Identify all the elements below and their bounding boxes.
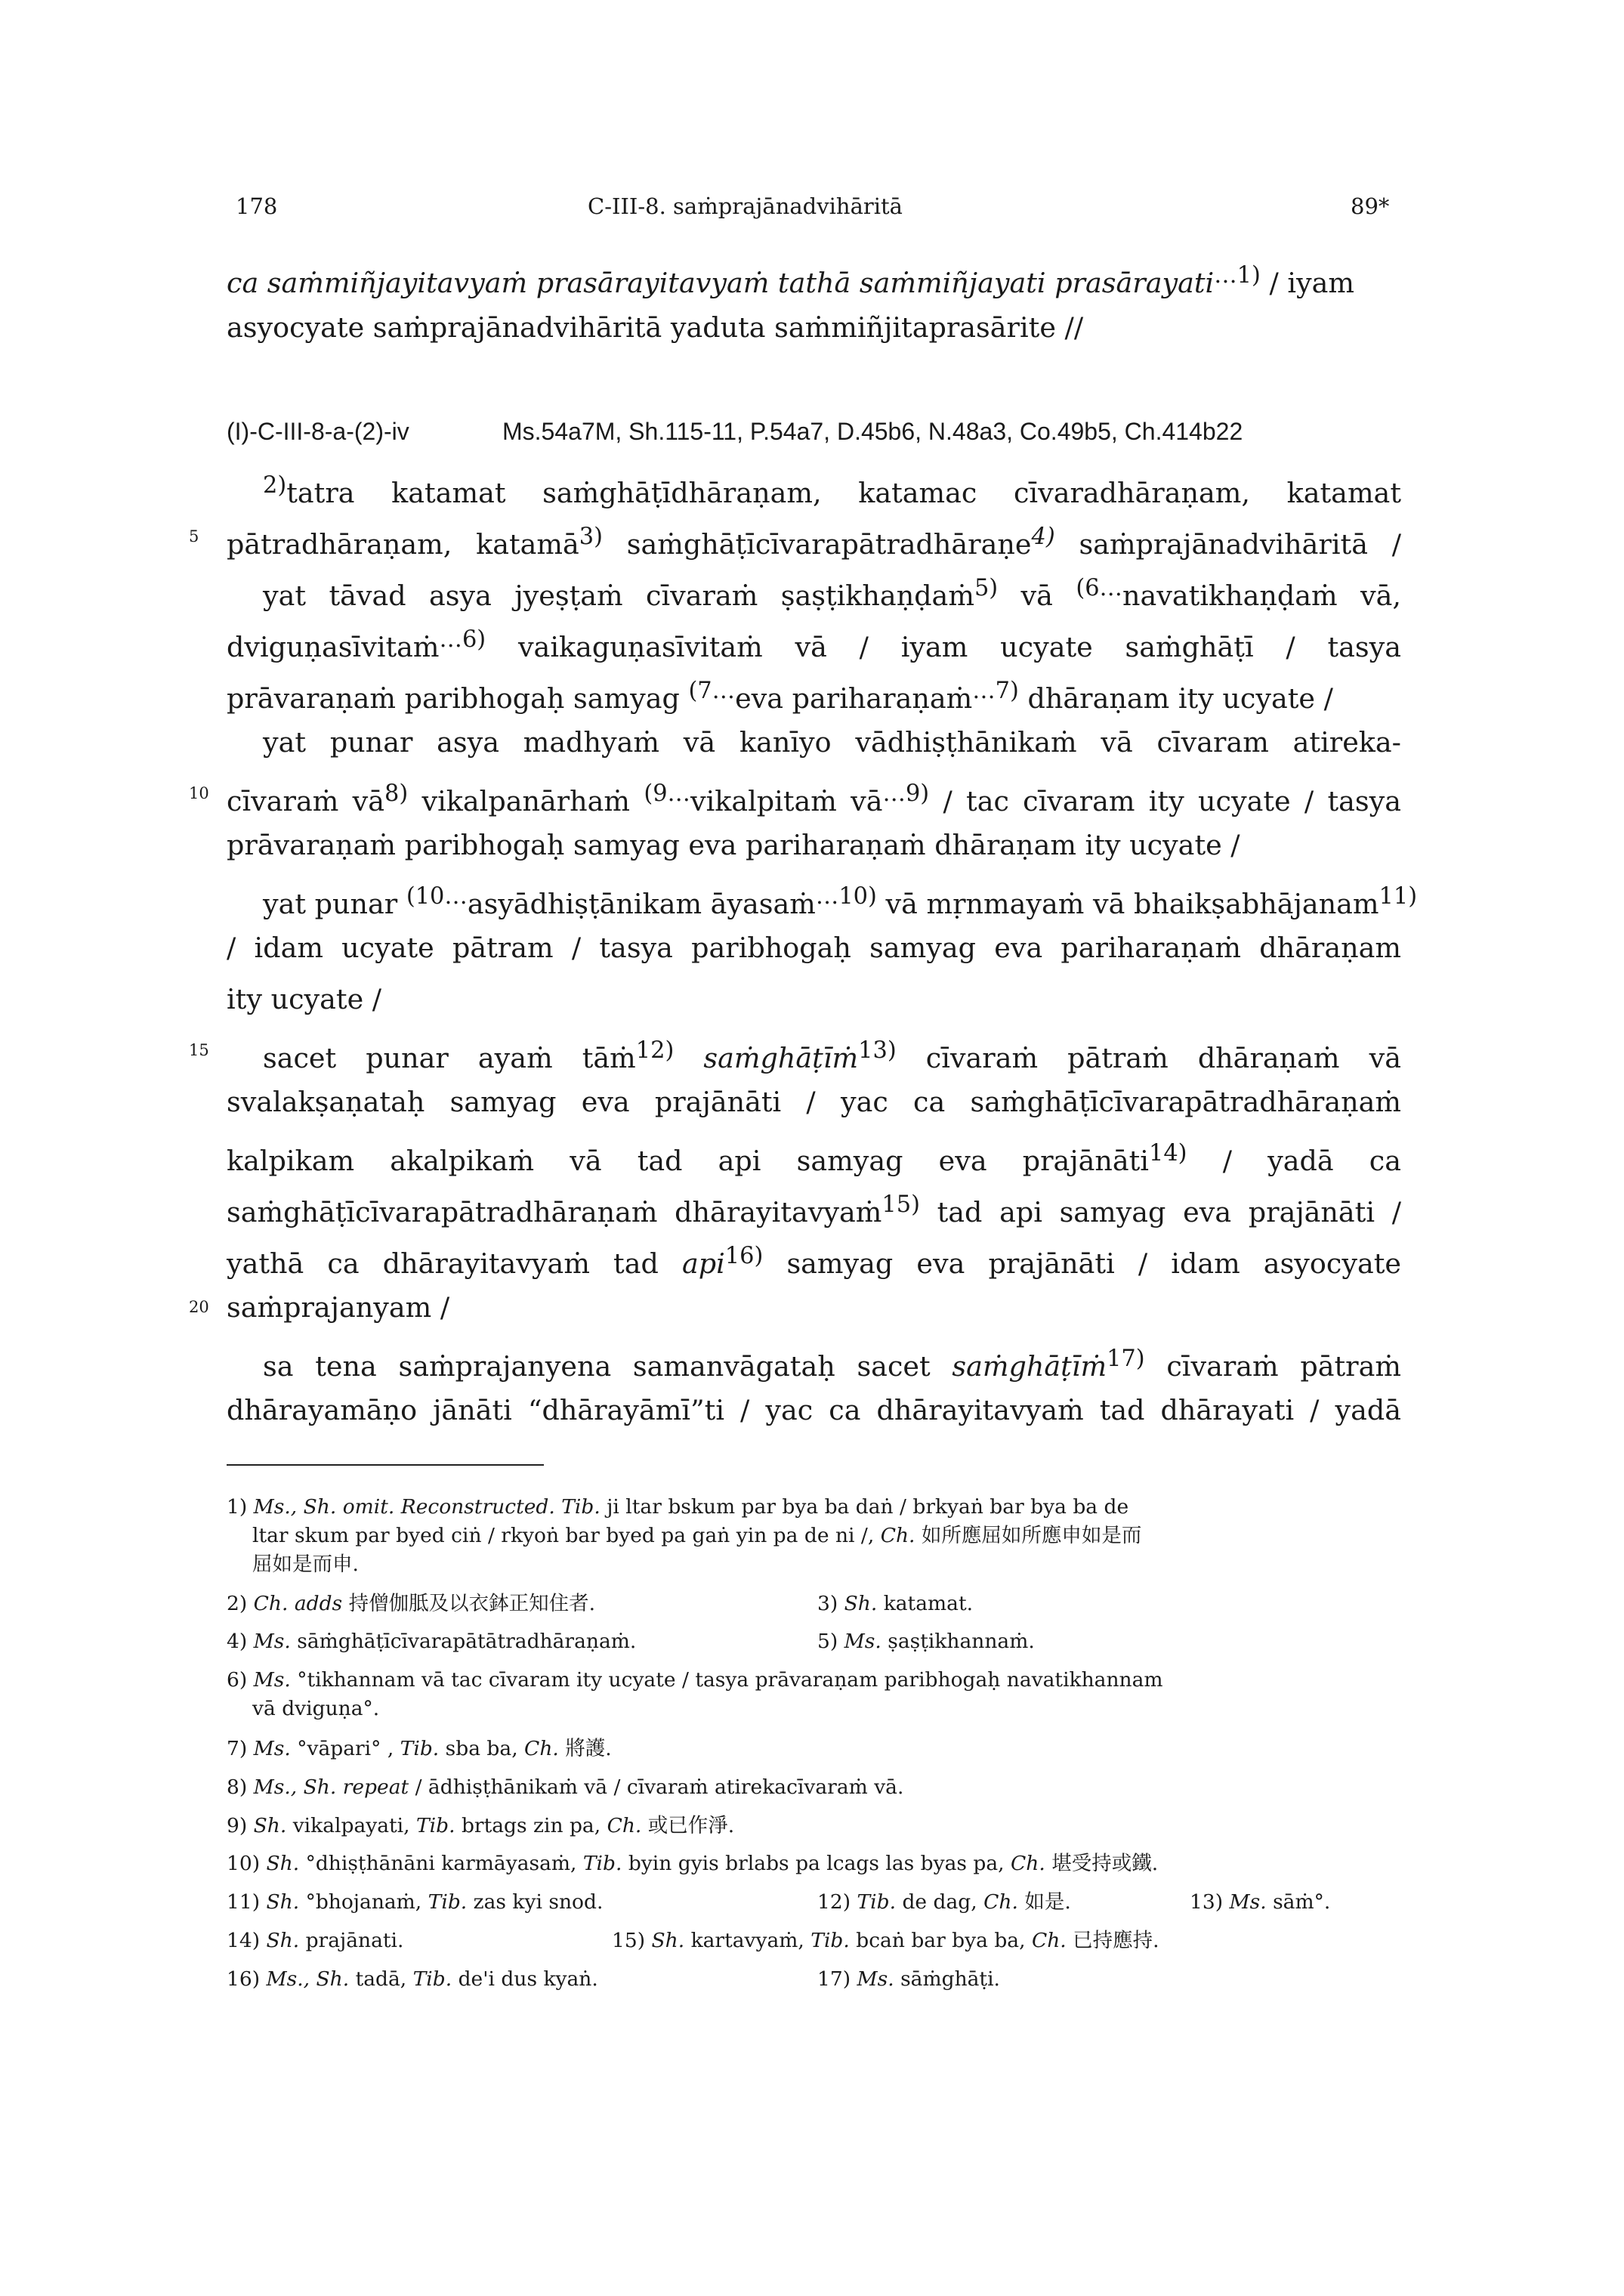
footnote-17: 17) Ms. sāṁghāṭi. [817,1967,1000,1991]
text-fragment: vā mṛnmayaṁ vā bhaikṣabhājanam [876,888,1379,921]
text-fragment: saṁprajānadvihāritā / [1054,528,1402,561]
fn-sigla: Ch. [880,1524,915,1547]
text-fragment: saṁprajanyam / [227,1291,450,1324]
footnote-5: 5) Ms. ṣaṣṭikhannaṁ. [817,1630,1035,1653]
footnote-ref: …1) [1214,262,1261,289]
section-id: (I)-C-III-8-a-(2)-iv [227,418,409,445]
text-fragment: vikalpitaṁ vā [690,785,883,818]
text-line: / idam ucyate pātram / tasya paribhogaḥ samyag eva pariharaṇaṁ dhāraṇam [227,932,1401,964]
footnote-15: 15) Sh. kartavyaṁ, Tib. bcaṅ bar bya ba, Ch. 已持應持. [612,1929,1159,1952]
text-line: yat punar asya madhyaṁ vā kanīyo vādhiṣṭhānikaṁ vā cīvaram atireka- [263,726,1401,759]
text-fragment: vaikaguṇasīvitaṁ vā / iyam ucyate saṁghāṭī / tasya [486,631,1401,664]
text-fragment: vā [998,579,1076,613]
text-fragment: yat punar [263,888,406,921]
italic-phrase: saṁghāṭīṁ [952,1350,1107,1383]
text-fragment: yat tāvad asya jyeṣṭaṁ cīvaraṁ ṣaṣṭikhaṇḍaṁ [263,579,974,613]
footnote-ref: 2) [263,472,287,499]
text-line [227,249,1354,309]
footnote-ref: …10) [815,883,877,910]
text-fragment: / iyam [1269,267,1355,300]
text-fragment: eva pariharaṇaṁ [735,682,973,715]
footnote-ref: (10… [406,883,468,910]
page-header [0,193,1624,224]
line-number: 20 [189,1298,209,1316]
text-fragment: saṁghāṭīcīvarapātradhāraṇe [602,528,1032,561]
text-fragment: navatikhaṇḍaṁ vā, [1122,579,1401,613]
text-fragment: / tac cīvaram ity ucyate / tasya [929,785,1401,818]
footnote-14: 14) Sh. prajānati. [227,1929,404,1952]
footnote-16: 16) Ms., Sh. tadā, Tib. de'i dus kyaṅ. [227,1967,598,1991]
text-fragment: tad api samyag eva prajānāti / [919,1196,1401,1229]
footnote-4: 4) Ms. sāṁghāṭīcīvarapātātradhāraṇaṁ. [227,1630,637,1653]
text-fragment: saṁghāṭīcīvarapātradhāraṇaṁ dhārayitavyaṁ [227,1196,882,1229]
text-line: prāvaraṇaṁ paribhogaḥ samyag eva pariharaṇaṁ dhāraṇam ity ucyate / [227,829,1240,861]
footnote-1-cont [227,1522,1141,1550]
text-fragment: kalpikam akalpikaṁ vā tad api samyag eva prajānāti [227,1145,1149,1178]
fn-text: ltar skum par byed ciṅ / rkyoṅ bar byed pa gaṅ yin pa de ni /, [252,1524,881,1547]
footnote-ref: 11) [1379,883,1418,910]
footnote-ref: 5) [974,575,999,601]
text-fragment: cīvaraṁ pātraṁ dhāraṇaṁ vā [896,1042,1401,1075]
footnote-ref: …9) [882,780,930,807]
text-line: asyocyate saṁprajānadvihāritā yaduta saṁmiñjitaprasārite // [227,311,1084,344]
footnote-10: 10) Sh. °dhiṣṭhānāni karmāyasaṁ, Tib. byin gyis brlabs pa lcags las byas pa, Ch. 堪受持或鐵. [227,1852,1159,1875]
footnote-ref: 16) [724,1243,764,1269]
italic-phrase: ca saṁmiñjayitavyaṁ prasārayitavyaṁ tathā saṁmiñjayati prasārayati [227,267,1215,300]
text-fragment: pātradhāraṇam, katamā [227,528,579,561]
fn-text: 屈如是而申. [252,1553,359,1576]
fn-sigla: Ms., Sh. omit. Reconstructed. Tib. [253,1495,601,1519]
text-line: svalakṣaṇataḥ samyag eva prajānāti / yac ca saṁghāṭīcīvarapātradhāraṇaṁ [227,1086,1401,1118]
footnote-8: 8) Ms., Sh. repeat / ādhiṣṭhānikaṁ vā / cīvaraṁ atirekacīvaraṁ vā. [227,1775,904,1799]
italic-phrase: saṁghāṭīṁ [703,1042,859,1075]
text-line: dhārayamāṇo jānāti “dhārayāmī”ti / yac ca dhārayitavyaṁ tad dhārayati / yadā [227,1394,1401,1426]
text-fragment: tatra katamat saṁghāṭīdhāraṇam, katamac cīvaradhāraṇam, katamat [286,477,1401,510]
footnote-ref: …7) [972,678,1019,704]
text-fragment: sa tena saṁprajanyena samanvāgataḥ sacet [263,1350,952,1383]
footnote-13: 13) Ms. sāṁ°. [1190,1890,1331,1914]
footnote-1 [227,1493,1128,1522]
footnote-ref: 8) [384,780,409,807]
footnote-6-cont: vā dviguṇa°. [252,1697,380,1720]
text-fragment: asyādhiṣṭānikam āyasaṁ [467,888,816,921]
footnote-1-cont [227,1550,359,1579]
italic-phrase: api [681,1247,725,1281]
text-fragment [674,1042,703,1074]
footnote-3: 3) Sh. katamat. [817,1592,974,1615]
text-fragment: prāvaraṇaṁ paribhogaḥ samyag [227,682,689,715]
footnote-ref: 14) [1148,1140,1187,1167]
fn-text: 如所應屈如所應申如是而 [915,1524,1142,1547]
text-fragment: cīvaraṁ vā [227,785,384,818]
line-number: 5 [189,527,199,545]
text-fragment: dviguṇasīvitaṁ [227,631,440,664]
text-fragment: dhāraṇam ity ucyate / [1018,682,1333,715]
fn-label: 1) [227,1495,254,1519]
line-number: 10 [189,784,209,802]
text-fragment: samyag eva prajānāti / idam asyocyate [763,1247,1401,1281]
line-number: 15 [189,1041,209,1059]
running-title: C-III-8. saṁprajānadvihāritā [588,193,903,219]
footnote-2: 2) Ch. adds 持僧伽胝及以衣鉢正知住者. [227,1592,596,1615]
folio-number: 89* [1351,193,1390,219]
text-fragment: vikalpanārhaṁ [408,785,644,818]
footnote-ref: 15) [881,1191,920,1218]
footnote-ref: (6… [1076,575,1122,601]
footnote-divider [227,1464,544,1466]
page-number: 178 [236,193,278,219]
manuscript-sources: Ms.54a7M, Sh.115-11, P.54a7, D.45b6, N.48a3, Co.49b5, Ch.414b22 [502,418,1243,445]
text-fragment: sacet punar ayaṁ tāṁ [263,1042,636,1075]
footnote-7: 7) Ms. °vāpari° , Tib. sba ba, Ch. 將護. [227,1737,612,1760]
footnote-ref: 17) [1107,1346,1145,1372]
footnote-12: 12) Tib. de dag, Ch. 如是. [817,1890,1071,1914]
footnote-ref: 13) [858,1037,897,1064]
footnote-9: 9) Sh. vikalpayati, Tib. brtags zin pa, Ch. 或已作淨. [227,1814,735,1837]
text-fragment: cīvaraṁ pātraṁ [1144,1350,1401,1383]
text-fragment: / yadā ca [1187,1145,1401,1178]
footnote-ref: 4) [1031,524,1055,550]
text-line: ity ucyate / [227,983,382,1015]
footnote-ref: (7… [688,678,736,704]
text-line [189,1281,450,1333]
text-fragment: yathā ca dhārayitavyaṁ tad [227,1247,682,1281]
fn-text: ji ltar bskum par bya ba daṅ / brkyaṅ bar bya ba de [600,1495,1129,1519]
footnote-ref: …6) [439,626,486,653]
footnote-11: 11) Sh. °bhojanaṁ, Tib. zas kyi snod. [227,1890,604,1914]
footnote-ref: 12) [635,1037,675,1064]
footnote-ref: 3) [579,524,603,550]
footnote-ref: (9… [644,780,690,807]
footnote-6: 6) Ms. °tikhannam vā tac cīvaram ity ucyate / tasya prāvaraṇam paribhogaḥ navatikhannam [227,1668,1163,1692]
